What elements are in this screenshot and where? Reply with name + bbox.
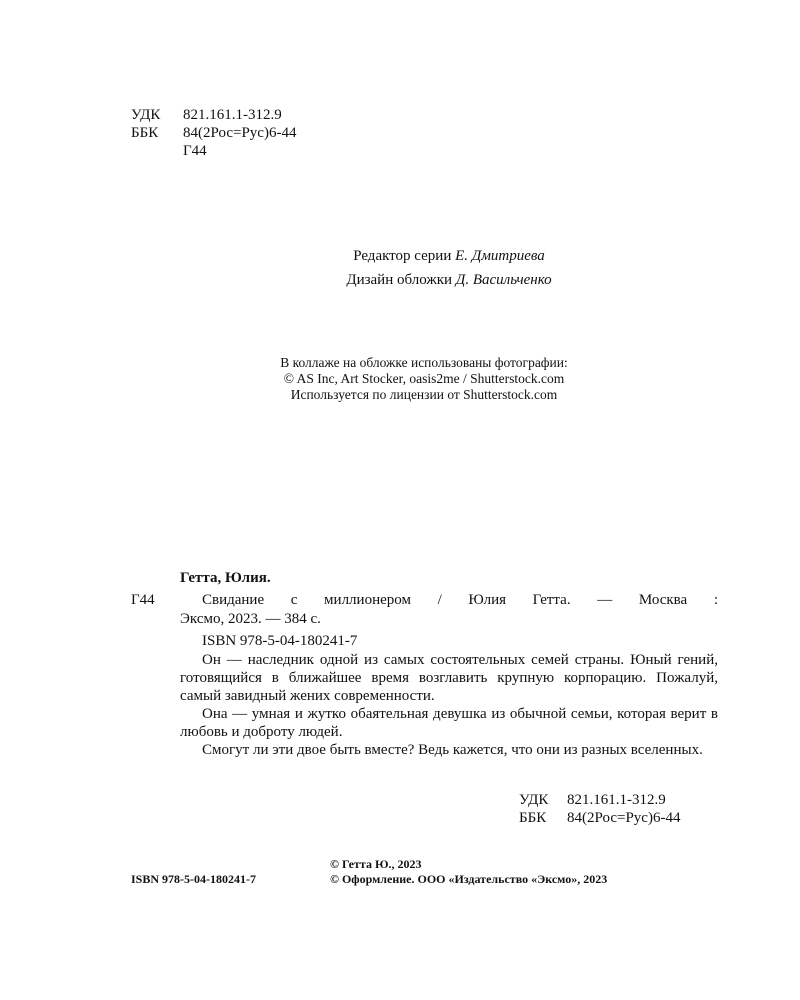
footer-isbn: ISBN 978-5-04-180241-7 [131, 872, 256, 886]
catalog-udk-row [519, 791, 680, 809]
editor-name: Е. Дмитриева [455, 248, 545, 264]
photo-credit-line: Используется по лицензии от Shutterstock.com [290, 387, 558, 402]
catalog-author-heading: Гетта, Юлия. [180, 570, 271, 586]
top-udk-row [131, 106, 296, 124]
footer-copyright-author: © Гетта Ю., 2023 [330, 857, 422, 871]
author-mark: Г44 [183, 143, 207, 159]
editor-label: Редактор серии [353, 248, 452, 264]
udk-label: УДК [131, 107, 161, 123]
catalog-isbn: ISBN 978-5-04-180241-7 [202, 633, 358, 649]
bbk-label: ББК [131, 125, 159, 141]
top-author-mark-row [131, 142, 296, 160]
design-label: Дизайн обложки [346, 272, 453, 288]
top-codes [131, 106, 296, 160]
catalog-bbk-value: 84(2Рос=Рус)6-44 [567, 810, 681, 826]
annotation-paragraph: Смогут ли эти двое быть вместе? Ведь кажется, что они из разных вселенных. [202, 742, 703, 758]
photo-credits [150, 355, 698, 403]
catalog-title-line-1: Свидание с миллионером / Юлия Гетта. — Москва : [202, 592, 718, 608]
photo-credit-line: © AS Inc, Art Stocker, oasis2me / Shutterstock.com [283, 371, 565, 386]
editor-credit [180, 247, 718, 265]
catalog-mark: Г44 [131, 592, 155, 608]
catalog-bbk-row [519, 809, 680, 827]
top-bbk-row [131, 124, 296, 142]
catalog-codes [519, 791, 680, 827]
annotation-paragraph: Она — умная и жутко обаятельная девушка из обычной семьи, которая верит в любовь и доброту людей. [180, 706, 718, 740]
annotation-paragraph: Он — наследник одной из самых состоятельных семей страны. Юный гений, готовящийся в ближайшее время возглавить крупную корпорацию. Пожалуй, самый завидный жених современности. [180, 652, 718, 704]
catalog-annotation [180, 651, 718, 759]
catalog-title-line-2: Эксмо, 2023. — 384 с. [180, 611, 321, 627]
catalog-bbk-label: ББК [519, 810, 547, 826]
footer-copyright-design: © Оформление. ООО «Издательство «Эксмо», 2023 [330, 872, 608, 886]
udk-value: 821.161.1-312.9 [183, 107, 282, 123]
catalog-udk-value: 821.161.1-312.9 [567, 792, 666, 808]
design-name: Д. Васильченко [455, 272, 552, 288]
photo-credit-line: В коллаже на обложке использованы фотографии: [280, 355, 568, 370]
bbk-value: 84(2Рос=Рус)6-44 [183, 125, 297, 141]
design-credit [180, 271, 718, 289]
catalog-udk-label: УДК [519, 792, 549, 808]
